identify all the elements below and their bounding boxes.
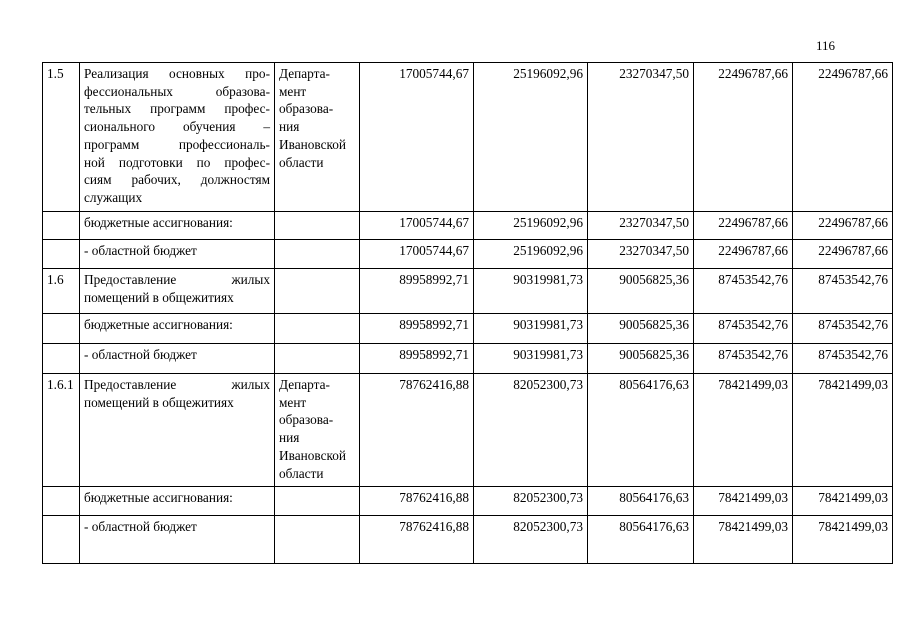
row-description: [80, 269, 275, 314]
amount-cell: 78421499,03: [793, 487, 893, 516]
row-description: - областной бюджет: [80, 344, 275, 374]
amount-cell: 80564176,63: [588, 487, 694, 516]
department-cell: [275, 269, 360, 314]
table-row: [43, 240, 893, 269]
row-number: [43, 240, 80, 269]
amount-cell: 90319981,73: [474, 344, 588, 374]
description-line: ной подготовки по профес-: [84, 154, 270, 170]
amount-cell: 90056825,36: [588, 269, 694, 314]
row-description: - областной бюджет: [80, 516, 275, 564]
amount-cell: 22496787,66: [793, 212, 893, 240]
amount-cell: 17005744,67: [360, 240, 474, 269]
description-line: служащих: [84, 189, 143, 205]
description-line: сиям рабочих, должностям: [84, 172, 270, 188]
amount-cell: 78421499,03: [694, 516, 793, 564]
row-number: 1.5: [43, 63, 80, 212]
row-description: бюджетные ассигнования:: [80, 212, 275, 240]
description-line: фессиональных образова-: [84, 83, 270, 99]
amount-cell: 80564176,63: [588, 374, 694, 487]
row-description: [80, 374, 275, 487]
department-cell: [275, 314, 360, 344]
department-cell: [275, 344, 360, 374]
department-cell: Департа- мент образова- ния Ивановской области: [275, 374, 360, 487]
table-row: [43, 344, 893, 374]
amount-cell: 89958992,71: [360, 269, 474, 314]
amount-cell: 22496787,66: [694, 240, 793, 269]
row-number: [43, 487, 80, 516]
amount-cell: 78762416,88: [360, 516, 474, 564]
amount-cell: 82052300,73: [474, 374, 588, 487]
table-row: [43, 269, 893, 314]
department-cell: [275, 487, 360, 516]
amount-cell: 82052300,73: [474, 516, 588, 564]
amount-cell: 25196092,96: [474, 240, 588, 269]
table-row: [43, 516, 893, 564]
amount-cell: 90056825,36: [588, 344, 694, 374]
description-line: программ профессиональ-: [84, 136, 270, 152]
description-line: Предоставление жилых: [84, 272, 270, 287]
amount-cell: 89958992,71: [360, 344, 474, 374]
table-row: [43, 63, 893, 212]
amount-cell: 87453542,76: [793, 269, 893, 314]
amount-cell: 82052300,73: [474, 487, 588, 516]
table-row: [43, 314, 893, 344]
amount-cell: 78421499,03: [793, 516, 893, 564]
amount-cell: 25196092,96: [474, 212, 588, 240]
amount-cell: 78421499,03: [793, 374, 893, 487]
row-number: 1.6.1: [43, 374, 80, 487]
description-line: Реализация основных про-: [84, 66, 270, 81]
amount-cell: 22496787,66: [793, 240, 893, 269]
department-cell: [275, 240, 360, 269]
amount-cell: 90319981,73: [474, 269, 588, 314]
amount-cell: 78421499,03: [694, 487, 793, 516]
row-description: [80, 63, 275, 212]
description-line: тельных программ профес-: [84, 101, 270, 117]
amount-cell: 87453542,76: [793, 314, 893, 344]
amount-cell: 22496787,66: [694, 212, 793, 240]
row-number: [43, 344, 80, 374]
amount-cell: 23270347,50: [588, 63, 694, 212]
amount-cell: 25196092,96: [474, 63, 588, 212]
row-description: - областной бюджет: [80, 240, 275, 269]
department-cell: [275, 516, 360, 564]
row-description: бюджетные ассигнования:: [80, 487, 275, 516]
description-line: помещений в общежитиях: [84, 289, 234, 305]
amount-cell: 87453542,76: [694, 344, 793, 374]
amount-cell: 80564176,63: [588, 516, 694, 564]
budget-table: [42, 62, 893, 564]
department-cell: Департа- мент образова- ния Ивановской области: [275, 63, 360, 212]
amount-cell: 17005744,67: [360, 63, 474, 212]
row-number: 1.6: [43, 269, 80, 314]
table-row: [43, 487, 893, 516]
table-row: [43, 212, 893, 240]
amount-cell: 87453542,76: [694, 269, 793, 314]
amount-cell: 89958992,71: [360, 314, 474, 344]
amount-cell: 17005744,67: [360, 212, 474, 240]
table-row: [43, 374, 893, 487]
amount-cell: 23270347,50: [588, 212, 694, 240]
row-description: бюджетные ассигнования:: [80, 314, 275, 344]
amount-cell: 90319981,73: [474, 314, 588, 344]
amount-cell: 78421499,03: [694, 374, 793, 487]
page-number: 116: [816, 38, 836, 53]
row-number: [43, 516, 80, 564]
amount-cell: 78762416,88: [360, 374, 474, 487]
row-number: [43, 314, 80, 344]
amount-cell: 78762416,88: [360, 487, 474, 516]
department-cell: [275, 212, 360, 240]
row-number: [43, 212, 80, 240]
amount-cell: 87453542,76: [694, 314, 793, 344]
amount-cell: 23270347,50: [588, 240, 694, 269]
amount-cell: 87453542,76: [793, 344, 893, 374]
amount-cell: 90056825,36: [588, 314, 694, 344]
description-line: Предоставление жилых: [84, 377, 270, 392]
amount-cell: 22496787,66: [694, 63, 793, 212]
description-line: помещений в общежитиях: [84, 394, 234, 410]
amount-cell: 22496787,66: [793, 63, 893, 212]
description-line: сионального обучения –: [84, 119, 270, 135]
